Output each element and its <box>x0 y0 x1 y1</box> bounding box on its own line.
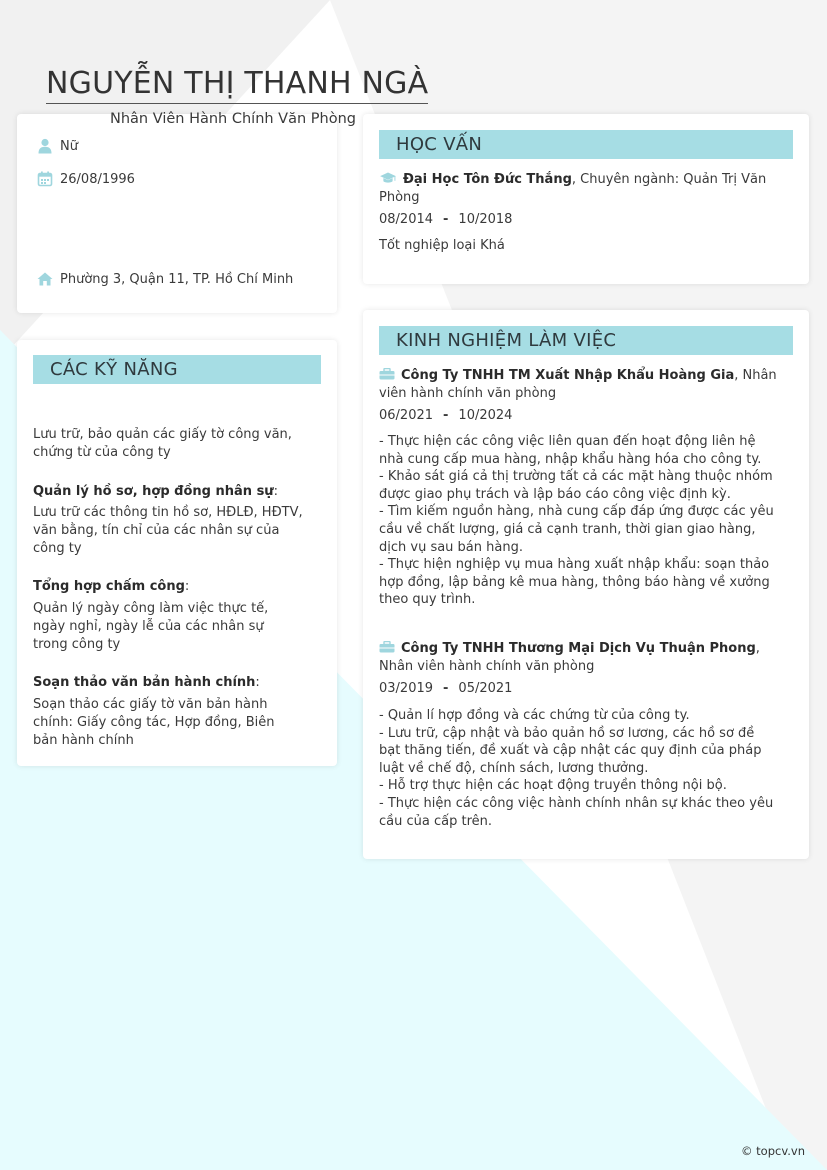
job-title: Nhân Viên Hành Chính Văn Phòng <box>110 111 356 127</box>
job-duty-line: - Lưu trữ, cập nhật và bảo quản hồ sơ lương, các hồ sơ đề bạt thăng tiến, đề xuất và cập nhật các quy định của pháp luật về chế độ, chính sách, lương thưởng. <box>379 725 762 776</box>
education-note: Tốt nghiệp loại Khá <box>379 238 505 253</box>
gender-value: Nữ <box>60 138 78 154</box>
job-duty-line: - Tìm kiếm nguồn hàng, nhà cung cấp đáp ứng được các yêu cầu về chất lượng, giá cả cạnh tranh, thời gian giao hàng, dịch vụ sau bán hàng. <box>379 504 774 555</box>
job-duty-line: - Hỗ trợ thực hiện các hoạt động truyền thông nội bộ. <box>379 778 727 794</box>
date-separator: - <box>443 212 449 227</box>
birthdate-row <box>37 171 135 187</box>
candidate-name: NGUYỄN THỊ THANH NGÀ <box>46 66 428 104</box>
footer-copyright: © topcv.vn <box>741 1144 805 1158</box>
skill-item-desc: Quản lý ngày công làm việc thực tế, ngày nghỉ, ngày lễ của các nhân sự trong công ty <box>33 601 269 652</box>
skill-title-suffix: : <box>184 579 190 594</box>
job-role: , Nhân viên hành chính văn phòng <box>379 368 777 401</box>
skill-title-text: Soạn thảo văn bản hành chính <box>33 675 256 690</box>
job-end: 10/2024 <box>458 408 513 423</box>
school-name: Đại Học Tôn Đức Thắng <box>403 172 572 187</box>
skill-item-title <box>33 674 323 692</box>
personal-info-card <box>17 114 337 313</box>
job-entry-head <box>379 367 793 403</box>
education-end: 10/2018 <box>458 212 513 227</box>
education-heading: HỌC VẤN <box>379 130 793 159</box>
job-duty-line: - Thực hiện nghiệp vụ mua hàng xuất nhập khẩu: soạn thảo hợp đồng, lập bảng kê mua hàng, thông báo hàng về xưởng theo quy trình. <box>379 557 770 608</box>
skill-title-suffix: : <box>255 675 260 690</box>
experience-heading: KINH NGHIỆM LÀM VIỆC <box>379 326 793 355</box>
date-separator: - <box>443 408 449 423</box>
skill-title-text: Quản lý hồ sơ, hợp đồng nhân sự <box>33 484 274 499</box>
experience-card <box>363 310 809 859</box>
job-duty-line: - Khảo sát giá cả thị trường tất cả các mặt hàng thuộc nhóm được giao phụ trách và lập báo cáo công việc định kỳ. <box>379 469 773 502</box>
skills-heading: CÁC KỸ NĂNG <box>33 355 321 384</box>
home-icon <box>37 271 53 287</box>
graduation-cap-icon <box>379 172 397 184</box>
skill-title-suffix: : <box>273 484 278 499</box>
job-duty-line: - Quản lí hợp đồng và các chứng từ của công ty. <box>379 708 690 723</box>
skill-item-desc: Soạn thảo các giấy tờ văn bản hành chính: Giấy công tác, Hợp đồng, Biên bản hành chính <box>33 697 275 748</box>
job-dates <box>379 408 512 423</box>
skill-item-title <box>33 483 323 501</box>
skill-item-title <box>33 578 323 596</box>
company-name: Công Ty TNHH TM Xuất Nhập Khẩu Hoàng Gia <box>401 368 735 383</box>
education-start: 08/2014 <box>379 212 434 227</box>
birthdate-value: 26/08/1996 <box>60 171 135 187</box>
calendar-icon <box>37 171 53 187</box>
gender-row <box>37 138 78 154</box>
user-icon <box>37 138 53 154</box>
education-card <box>363 114 809 284</box>
job-duty-line: - Thực hiện các công việc hành chính nhân sự khác theo yêu cầu của cấp trên. <box>379 795 774 829</box>
briefcase-icon <box>379 641 395 653</box>
job-role: , Nhân viên hành chính văn phòng <box>379 641 760 674</box>
job-duty-line: - Thực hiện các công việc liên quan đến hoạt động liên hệ nhà cung cấp mua hàng, nhập khẩu hàng hóa cho công ty. <box>379 434 762 467</box>
company-name: Công Ty TNHH Thương Mại Dịch Vụ Thuận Phong <box>401 641 756 656</box>
job-start: 06/2021 <box>379 408 434 423</box>
skills-card <box>17 340 337 766</box>
job-entry-head <box>379 640 793 676</box>
education-entry-head <box>379 171 793 207</box>
address-row <box>37 271 293 287</box>
skills-intro: Lưu trữ, bảo quản các giấy tờ công văn, chứng từ của công ty <box>33 427 292 460</box>
job-end: 05/2021 <box>458 681 513 696</box>
job-description <box>379 707 779 830</box>
job-start: 03/2019 <box>379 681 434 696</box>
education-dates <box>379 212 512 227</box>
date-separator: - <box>443 681 449 696</box>
job-description <box>379 433 779 609</box>
skill-title-text: Tổng hợp chấm công <box>33 579 185 594</box>
skill-item-desc: Lưu trữ các thông tin hồ sơ, HĐLĐ, HĐTV, văn bằng, tín chỉ của các nhân sự của công ty <box>33 505 303 556</box>
job-dates <box>379 681 512 696</box>
education-major: , Chuyên ngành: Quản Trị Văn Phòng <box>379 172 767 205</box>
briefcase-icon <box>379 368 395 380</box>
address-value: Phường 3, Quận 11, TP. Hồ Chí Minh <box>60 271 294 287</box>
